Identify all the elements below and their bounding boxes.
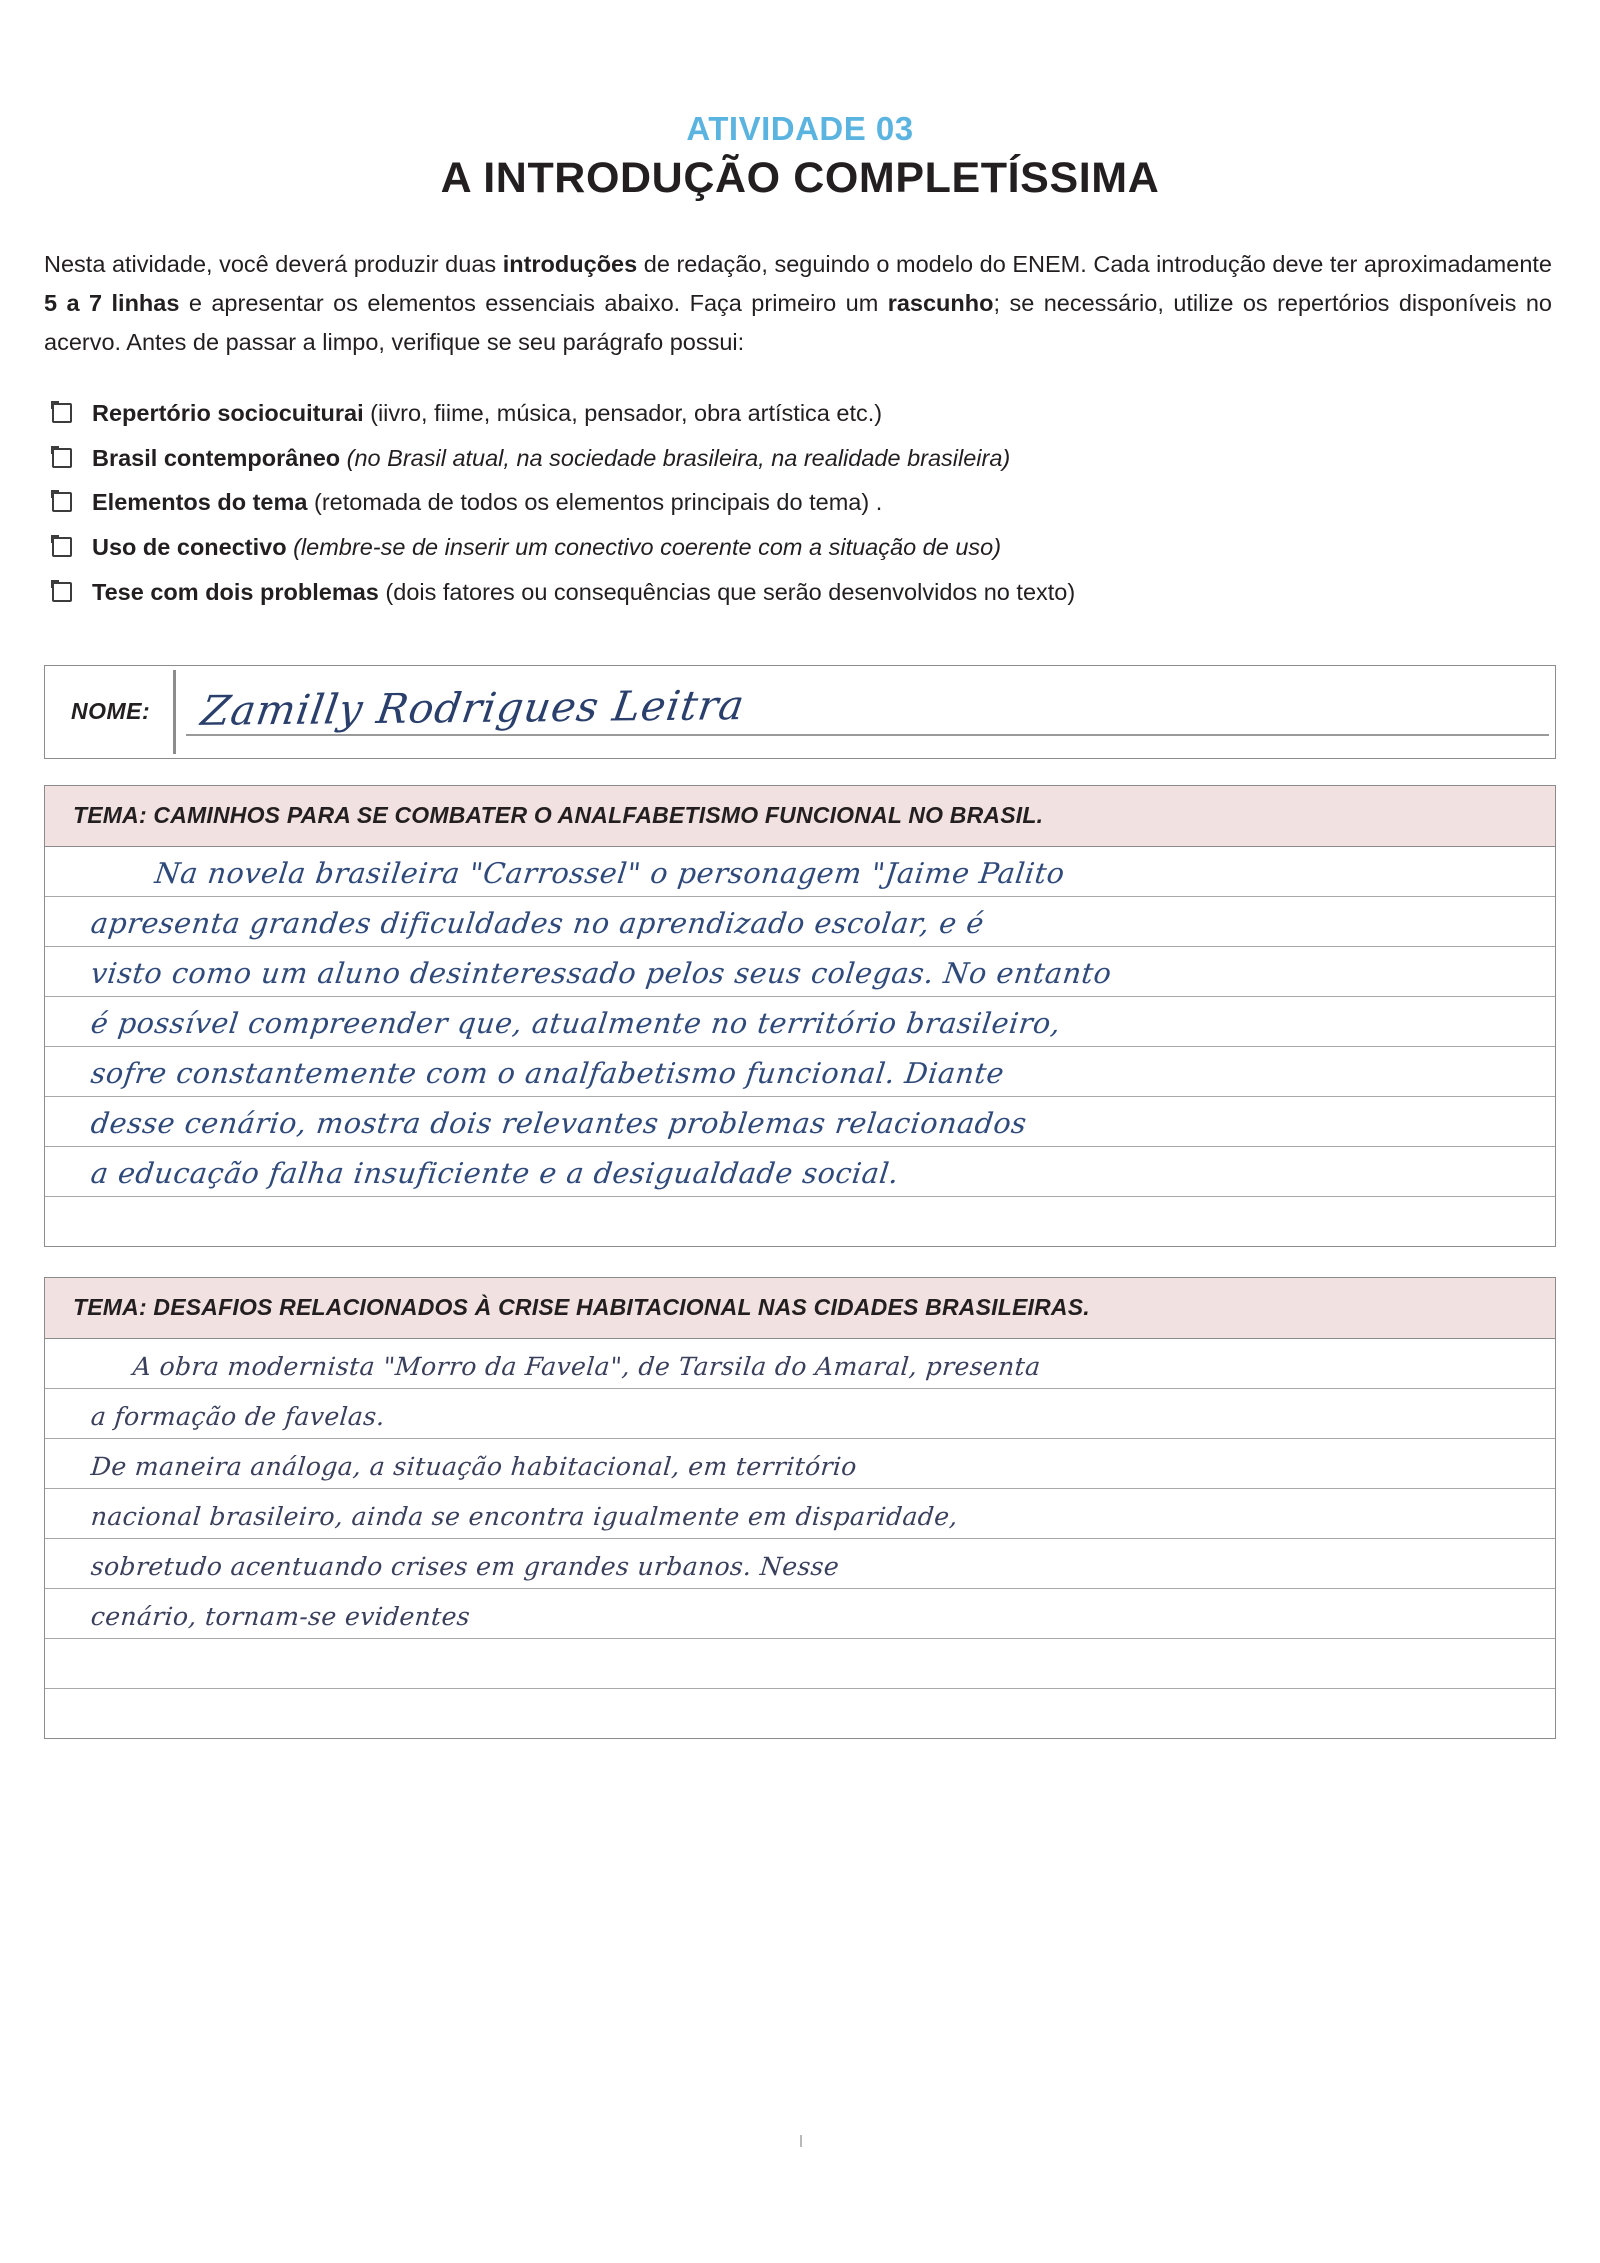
checkbox-icon[interactable]	[52, 492, 72, 512]
instructions-paragraph	[44, 245, 1556, 362]
writing-line[interactable]	[45, 897, 1555, 947]
writing-line[interactable]	[45, 1339, 1555, 1389]
list-item	[44, 530, 1556, 566]
writing-line[interactable]	[45, 1689, 1555, 1738]
checklist-term: Uso de conectivo	[92, 534, 287, 561]
writing-line[interactable]	[45, 1197, 1555, 1246]
page-fold-mark	[800, 2135, 802, 2147]
checklist-term: Elementos do tema	[92, 489, 308, 516]
checkbox-icon[interactable]	[52, 537, 72, 557]
intro-text-1: Nesta atividade, você deverá produzir duas	[44, 251, 503, 277]
handwritten-line: desse cenário, mostra dois relevantes problemas relacionados	[88, 1106, 1029, 1140]
theme-banner-1: TEMA: CAMINHOS PARA SE COMBATER O ANALFABETISMO FUNCIONAL NO BRASIL.	[44, 785, 1556, 847]
checklist-term: Brasil contemporâneo	[92, 444, 341, 471]
handwritten-line: De maneira análoga, a situação habitacional, em território	[89, 1451, 859, 1481]
list-item	[44, 485, 1556, 521]
name-handwritten-value: Zamilly Rodrigues Leitra	[198, 680, 748, 735]
essay-block-2	[44, 1277, 1556, 1739]
writing-line[interactable]	[45, 1589, 1555, 1639]
checklist-detail: (lembre-se de inserir um conectivo coerente com a situação de uso)	[286, 534, 1002, 561]
theme-banner-2: TEMA: DESAFIOS RELACIONADOS À CRISE HABITACIONAL NAS CIDADES BRASILEIRAS.	[44, 1277, 1556, 1339]
checklist-text	[92, 485, 882, 521]
checklist-detail: (no Brasil atual, na sociedade brasileira, na realidade brasileira)	[340, 444, 1011, 471]
handwritten-line: a formação de favelas.	[89, 1401, 387, 1431]
writing-line[interactable]	[45, 1097, 1555, 1147]
checklist-detail: (dois fatores ou consequências que serão desenvolvidos no texto)	[378, 578, 1076, 605]
handwritten-line: nacional brasileiro, ainda se encontra igualmente em disparidade,	[89, 1501, 960, 1531]
writing-line[interactable]	[45, 1047, 1555, 1097]
handwritten-line: a educação falha insuficiente e a desigualdade social.	[88, 1156, 901, 1190]
essay-block-1	[44, 785, 1556, 1247]
handwritten-line: Na novela brasileira "Carrossel" o personagem "Jaime Palito	[152, 856, 1067, 890]
list-item	[44, 441, 1556, 477]
writing-line[interactable]	[45, 947, 1555, 997]
list-item	[44, 575, 1556, 611]
checklist-text	[92, 575, 1075, 611]
spacer	[44, 1247, 1556, 1277]
checklist-text	[92, 441, 1010, 477]
activity-label: ATIVIDADE 03	[686, 110, 914, 147]
handwritten-line: A obra modernista "Morro da Favela", de Tarsila do Amaral, presenta	[131, 1351, 1042, 1381]
checklist-text	[92, 396, 882, 432]
writing-line[interactable]	[45, 1489, 1555, 1539]
name-field[interactable]	[44, 665, 1556, 759]
page-title: A INTRODUÇÃO COMPLETÍSSIMA	[440, 154, 1160, 202]
name-input[interactable]	[176, 666, 1555, 758]
checklist-detail: (retomada de todos os elementos principais do tema) .	[307, 489, 883, 516]
handwritten-line: sofre constantemente com o analfabetismo funcional. Diante	[88, 1056, 1007, 1090]
intro-bold-1: introduções	[502, 251, 638, 277]
handwritten-line: cenário, tornam-se evidentes	[89, 1601, 472, 1631]
checkbox-icon[interactable]	[52, 448, 72, 468]
handwritten-line: apresenta grandes dificuldades no aprendizado escolar, e é	[88, 906, 987, 940]
list-item	[44, 396, 1556, 432]
checklist-detail: (iivro, fiime, música, pensador, obra artística etc.)	[363, 400, 883, 426]
intro-bold-3: rascunho	[887, 290, 994, 316]
writing-line[interactable]	[45, 997, 1555, 1047]
intro-text-4: ; se necessário, utilize os repertórios disponíveis no acervo. Antes de passar a limpo, verifique se seu parágrafo possui:	[44, 290, 1552, 355]
writing-line[interactable]	[45, 1389, 1555, 1439]
handwritten-line: visto como um aluno desinteressado pelos seus colegas. No entanto	[88, 956, 1114, 990]
checklist-text	[92, 530, 1001, 566]
name-label: NOME:	[71, 698, 151, 725]
writing-line[interactable]	[45, 1639, 1555, 1689]
page-content	[44, 110, 1556, 1739]
checklist-term: Repertório sociocuiturai	[92, 400, 364, 426]
requirements-checklist	[44, 396, 1556, 611]
intro-text-2: de redação, seguindo o modelo do ENEM. Cada introdução deve ter aproximadamente	[637, 251, 1552, 277]
answer-area-1[interactable]	[44, 847, 1556, 1247]
answer-area-2[interactable]	[44, 1339, 1556, 1739]
writing-line[interactable]	[45, 847, 1555, 897]
checkbox-icon[interactable]	[52, 403, 72, 423]
writing-line[interactable]	[45, 1147, 1555, 1197]
checklist-term: Tese com dois problemas	[92, 578, 379, 605]
writing-line[interactable]	[45, 1539, 1555, 1589]
checkbox-icon[interactable]	[52, 582, 72, 602]
handwritten-line: sobretudo acentuando crises em grandes urbanos. Nesse	[89, 1551, 841, 1581]
intro-text-3: e apresentar os elementos essenciais abaixo. Faça primeiro um	[179, 290, 888, 316]
handwritten-line: é possível compreender que, atualmente no território brasileiro,	[88, 1006, 1063, 1040]
intro-bold-2: 5 a 7 linhas	[44, 290, 180, 316]
writing-line[interactable]	[45, 1439, 1555, 1489]
